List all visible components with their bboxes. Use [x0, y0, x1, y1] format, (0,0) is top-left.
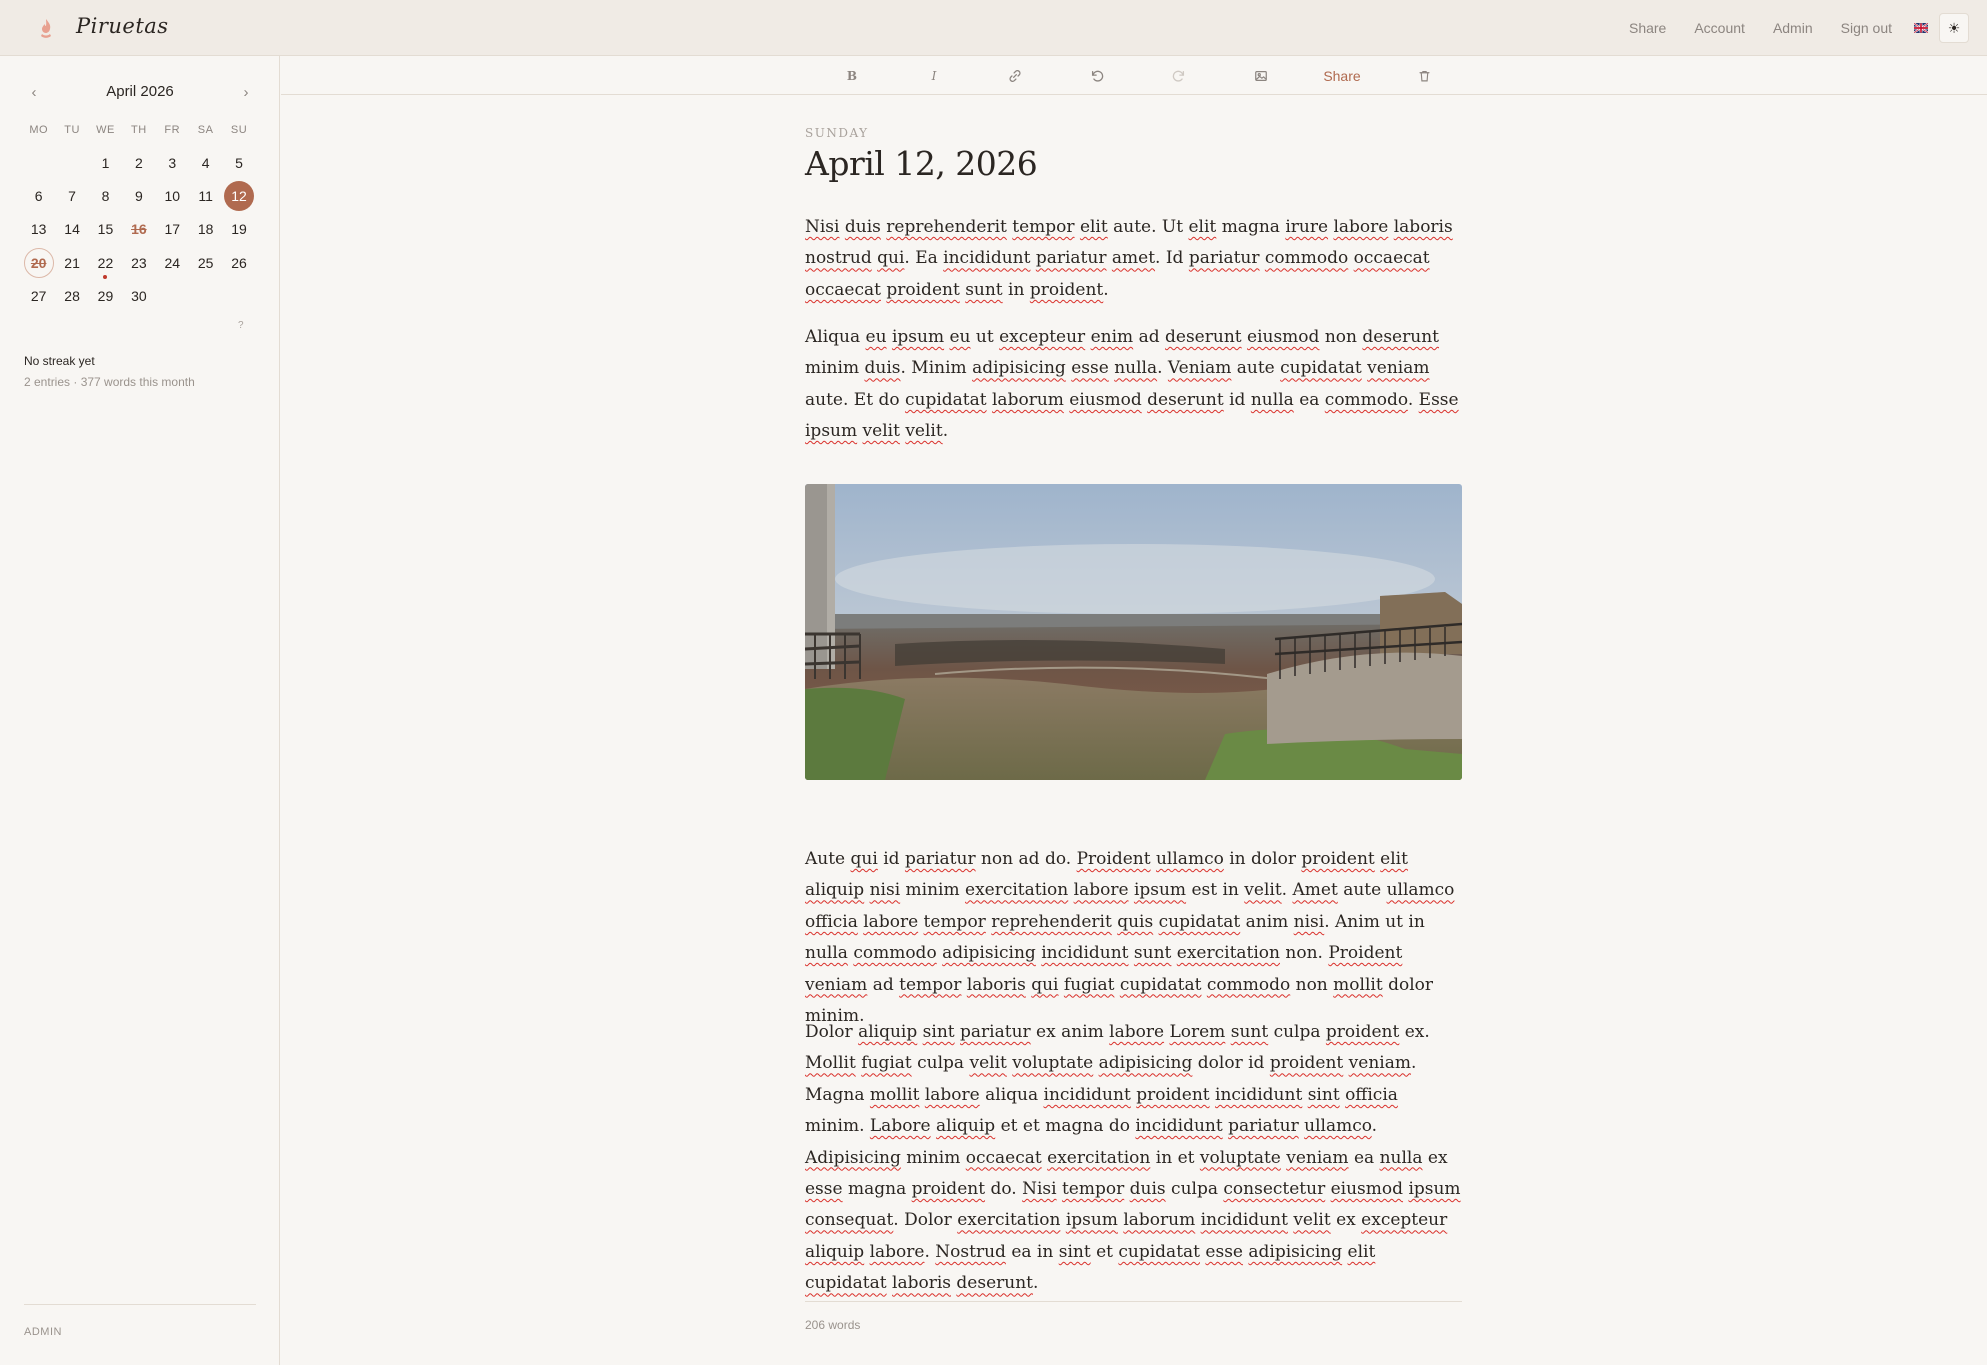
calendar-day-6[interactable]: [22, 179, 55, 212]
undo-icon: [1090, 69, 1104, 83]
calendar-day-number: 5: [235, 154, 243, 171]
calendar-week-row: [22, 280, 256, 313]
sidebar-divider: [24, 1304, 256, 1305]
calendar-day-number: 21: [64, 254, 80, 271]
calendar-day-28[interactable]: [55, 280, 88, 313]
calendar-day-number: 14: [64, 221, 80, 238]
weekday-label: WE: [96, 124, 115, 136]
italic-button[interactable]: I: [931, 69, 937, 83]
calendar-day-number: 23: [131, 254, 147, 271]
calendar-day-16[interactable]: [122, 213, 155, 246]
calendar-day-30[interactable]: [122, 280, 155, 313]
calendar-day-number: 15: [97, 221, 114, 238]
calendar-day-4[interactable]: [189, 146, 222, 179]
calendar-day-number: 30: [131, 288, 147, 305]
calendar-day-8[interactable]: [89, 179, 122, 212]
next-month-button[interactable]: ›: [243, 84, 249, 101]
sidebar: [0, 56, 280, 1365]
calendar-day-7[interactable]: [55, 179, 88, 212]
calendar-day-number: 27: [30, 288, 47, 305]
theme-toggle-button[interactable]: [1939, 13, 1969, 43]
uk-flag-icon[interactable]: [1914, 23, 1928, 33]
weekday-label: FR: [164, 124, 181, 136]
calendar-day-number: 26: [231, 254, 247, 271]
calendar-day-24[interactable]: [156, 246, 189, 279]
link-icon: [1008, 69, 1022, 83]
calendar-day-number: 3: [168, 154, 177, 171]
calendar-week-row: [22, 213, 256, 246]
calendar-day-number: 25: [197, 254, 214, 271]
app-title[interactable]: Piruetas: [76, 14, 169, 38]
calendar-day-18[interactable]: [189, 213, 222, 246]
calendar-day-number: 6: [34, 188, 43, 205]
calendar-grid: [22, 124, 256, 313]
calendar-day-22[interactable]: [89, 246, 122, 279]
calendar-day-20[interactable]: [22, 246, 55, 279]
top-bar: [0, 0, 1987, 56]
weekday-label: SA: [197, 124, 214, 136]
entry-paragraph-4[interactable]: Dolor aliquip sint pariatur ex anim labore Lorem sunt culpa proident ex. Mollit fugiat culpa velit voluptate adipisicing dolor id proident veniam. Magna mollit labore aliqua incididunt proident incididunt sint officia minim. Labore aliquip et et magna do incididunt pariatur ullamco. Adipisicing minim occaecat exercitation in et voluptate veniam ea nulla ex esse magna proident do. Nisi tempor duis culpa consectetur eiusmod ipsum consequat. Dolor exercitation ipsum laborum incididunt velit ex excepteur aliquip labore. Nostrud ea in sint et cupidatat esse adipisicing elit cupidatat laboris deserunt.: [805, 1022, 1461, 1294]
sun-icon: ☀: [1947, 19, 1961, 36]
share-link[interactable]: Share: [1628, 20, 1667, 36]
calendar-empty-cell: [55, 146, 88, 179]
streak-summary: 2 entries · 377 words this month: [24, 375, 195, 389]
calendar-day-number: 28: [64, 288, 80, 305]
calendar-empty-cell: [222, 280, 255, 313]
calendar-day-19[interactable]: [222, 213, 255, 246]
admin-link[interactable]: Admin: [1772, 20, 1813, 36]
bold-button[interactable]: B: [846, 69, 858, 83]
calendar-day-number: 10: [164, 188, 181, 205]
calendar-day-25[interactable]: [189, 246, 222, 279]
calendar-weekday-row: [22, 124, 256, 146]
calendar-day-17[interactable]: [156, 213, 189, 246]
calendar-month-label: April 2026: [106, 83, 174, 100]
calendar-day-number: 29: [97, 288, 114, 305]
content-divider: [805, 1301, 1462, 1302]
calendar-day-number: 20: [24, 248, 54, 278]
insert-image-button[interactable]: [1251, 66, 1271, 86]
delete-entry-button[interactable]: [1414, 66, 1434, 86]
calendar-day-1[interactable]: [89, 146, 122, 179]
redo-icon: [1172, 69, 1186, 83]
calendar-day-number: 9: [134, 188, 143, 205]
calendar-day-29[interactable]: [89, 280, 122, 313]
calendar-day-5[interactable]: [222, 146, 255, 179]
trash-icon: [1418, 69, 1431, 83]
undo-button[interactable]: [1087, 66, 1107, 86]
calendar-day-26[interactable]: [222, 246, 255, 279]
calendar-day-number: 18: [197, 221, 214, 238]
calendar-day-23[interactable]: [122, 246, 155, 279]
calendar-empty-cell: [22, 146, 55, 179]
entry-weekday: SUNDAY: [805, 126, 869, 140]
calendar-day-15[interactable]: [89, 213, 122, 246]
journal-entry[interactable]: [805, 126, 1462, 1332]
link-button[interactable]: [1005, 66, 1025, 86]
entry-paragraph-3[interactable]: Aute qui id pariatur non ad do. Proident ullamco in dolor proident elit aliquip nisi minim exercitation labore ipsum est in velit. Amet aute ullamco officia labore tempor reprehenderit quis cupidatat anim nisi. Anim ut in nulla commodo adipisicing incididunt sunt exercitation non. Proident veniam ad tempor laboris qui fugiat cupidatat commodo non mollit dolor minim.: [805, 849, 1455, 1027]
weekday-label: TU: [64, 124, 80, 136]
calendar-empty-cell: [156, 280, 189, 313]
calendar-day-number: 4: [201, 154, 210, 171]
calendar-day-11[interactable]: [189, 179, 222, 212]
sign-out-link[interactable]: Sign out: [1840, 20, 1892, 36]
entry-photo[interactable]: [805, 484, 1462, 780]
calendar-empty-cell: [189, 280, 222, 313]
redo-button[interactable]: [1169, 66, 1189, 86]
top-nav: [1601, 13, 1969, 43]
calendar-day-number: 13: [30, 221, 47, 238]
weekday-label: TH: [131, 124, 147, 136]
calendar-week-row: [22, 246, 256, 279]
entry-date-heading: April 12, 2026: [805, 144, 1038, 183]
calendar-week-row: [22, 146, 256, 179]
word-count: 206 words: [805, 1318, 861, 1332]
sidebar-footer-admin[interactable]: ADMIN: [24, 1326, 62, 1338]
entry-paragraph-1[interactable]: Nisi duis reprehenderit tempor elit aute. Ut elit magna irure labore laboris nostrud qui. Ea incididunt pariatur amet. Id pariatur commodo occaecat occaecat proident sunt in proident.: [805, 217, 1453, 300]
streak-title: No streak yet: [24, 354, 95, 368]
calendar-day-number: 7: [68, 188, 76, 205]
calendar-day-21[interactable]: [55, 246, 88, 279]
calendar-day-number: 16: [131, 221, 147, 238]
image-icon: [1254, 69, 1268, 83]
calendar-day-27[interactable]: [22, 280, 55, 313]
flame-logo-icon[interactable]: [36, 17, 56, 39]
calendar-day-number: 2: [134, 154, 143, 171]
calendar-day-3[interactable]: [156, 146, 189, 179]
editor-toolbar: [281, 56, 1987, 95]
calendar-day-number: 8: [101, 188, 110, 205]
entry-paragraph-2[interactable]: Aliqua eu ipsum eu ut excepteur enim ad deserunt eiusmod non deserunt minim duis. Minim adipisicing esse nulla. Veniam aute cupidatat veniam aute. Et do cupidatat laborum eiusmod deserunt id nulla ea commodo. Esse ipsum velit velit.: [805, 327, 1459, 442]
calendar-day-number: 24: [164, 254, 181, 271]
calendar-day-number: 19: [231, 221, 247, 238]
calendar-day-number: 22: [97, 254, 114, 271]
calendar-day-number: 12: [224, 181, 254, 211]
calendar-day-14[interactable]: [55, 213, 88, 246]
calendar-help-button[interactable]: ?: [238, 320, 244, 331]
calendar-day-12[interactable]: [222, 179, 255, 212]
weekday-label: SU: [230, 124, 248, 136]
calendar-day-10[interactable]: [156, 179, 189, 212]
weekday-label: MO: [29, 124, 49, 136]
calendar-day-number: 17: [164, 221, 181, 238]
calendar-day-2[interactable]: [122, 146, 155, 179]
calendar-day-9[interactable]: [122, 179, 155, 212]
calendar-week-row: [22, 179, 256, 212]
calendar-day-number: 1: [101, 154, 110, 171]
calendar-header: [24, 82, 256, 106]
toolbar-share-button[interactable]: Share: [1323, 68, 1361, 84]
account-link[interactable]: Account: [1694, 20, 1745, 36]
calendar-day-13[interactable]: [22, 213, 55, 246]
prev-month-button[interactable]: ‹: [31, 84, 37, 101]
calendar-day-number: 11: [198, 188, 213, 205]
